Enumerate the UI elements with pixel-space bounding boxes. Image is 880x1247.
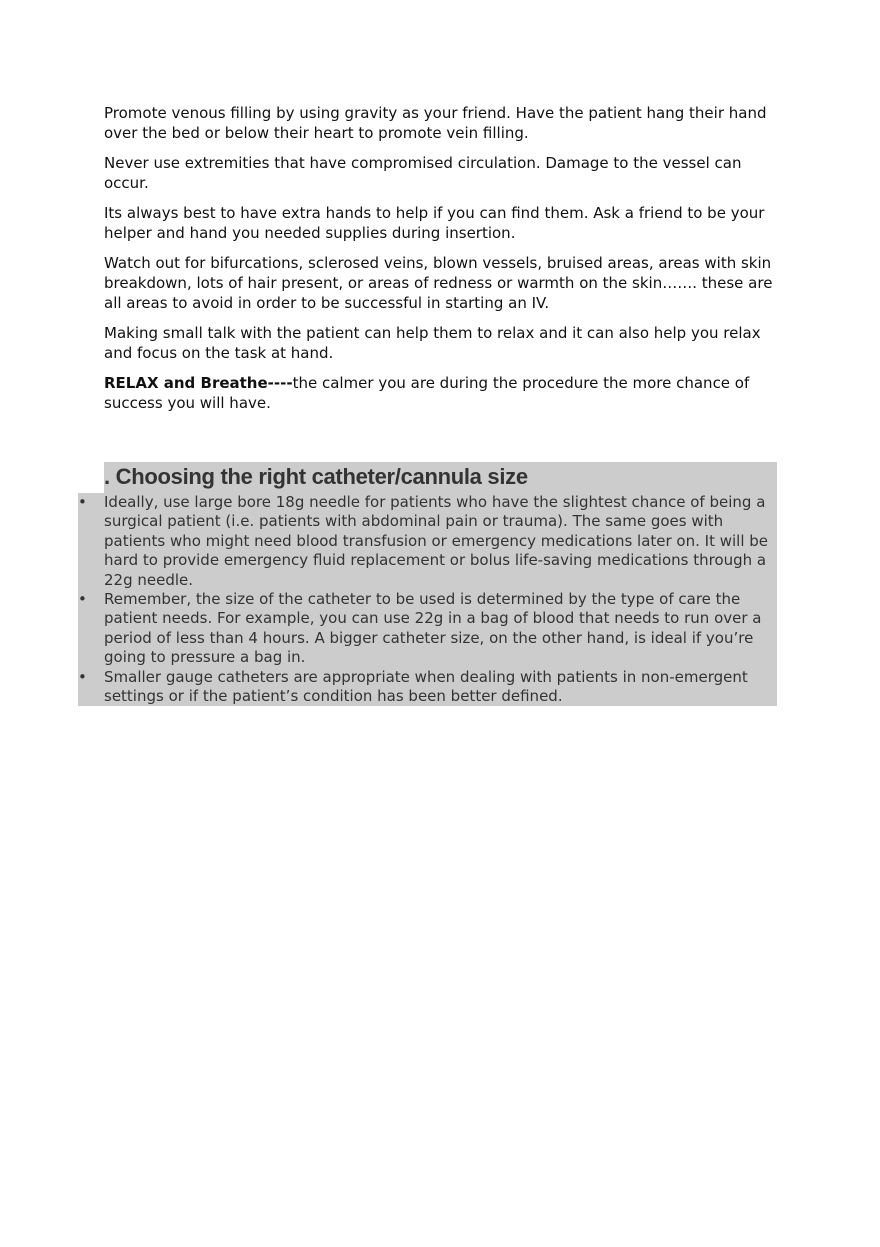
tip-paragraph: Promote venous filling by using gravity as your friend. Have the patient hang their hand over the bed or below their heart to promote vein filling. [104, 104, 767, 142]
tip-paragraph: Its always best to have extra hands to help if you can find them. Ask a friend to be your helper and hand you needed supplies during insertion. [104, 204, 765, 242]
list-item [78, 493, 777, 590]
bullet-icon: • [78, 493, 87, 511]
list-item-text: Smaller gauge catheters are appropriate when dealing with patients in non-emergent settings or if the patient’s condition has been better defined. [104, 667, 748, 706]
tip-paragraph [104, 373, 776, 413]
list-item [78, 590, 777, 668]
iv-tips [104, 103, 776, 423]
bullet-icon: • [78, 590, 87, 609]
section-heading: . Choosing the right catheter/cannula size [104, 464, 528, 489]
list-item [78, 668, 777, 707]
list-item-text: Ideally, use large bore 18g needle for patients who have the slightest chance of being a surgical patient (i.e. patients with abdominal pain or trauma). The same goes with patients who might need blood transfusion or emergency medications later on. It will be hard to provide emergency fluid replacement or bolus life-saving medications through a 22g needle. [104, 493, 769, 589]
tip-paragraph: Watch out for bifurcations, sclerosed veins, blown vessels, bruised areas, areas with skin breakdown, lots of hair present, or areas of redness or warmth on the skin……. these are all areas to avoid in order to be successful in starting an IV. [104, 254, 773, 312]
tip-text: the calmer you are during the procedure the more chance of success you will have. [104, 374, 750, 412]
tip-bold-lead: RELAX and Breathe---- [104, 374, 293, 392]
tip-paragraph: Making small talk with the patient can help them to relax and it can also help you relax and focus on the task at hand. [104, 324, 761, 362]
catheter-size-list [78, 493, 777, 706]
bullet-icon: • [78, 667, 87, 686]
tip-paragraph: Never use extremities that have compromised circulation. Damage to the vessel can occur. [104, 154, 742, 192]
list-item-text: Remember, the size of the catheter to be used is determined by the type of care the patient needs. For example, you can use 22g in a bag of blood that needs to run over a period of less than 4 hours. A bigger catheter size, on the other hand, is ideal if you’re going to pressure a bag in. [104, 590, 762, 667]
